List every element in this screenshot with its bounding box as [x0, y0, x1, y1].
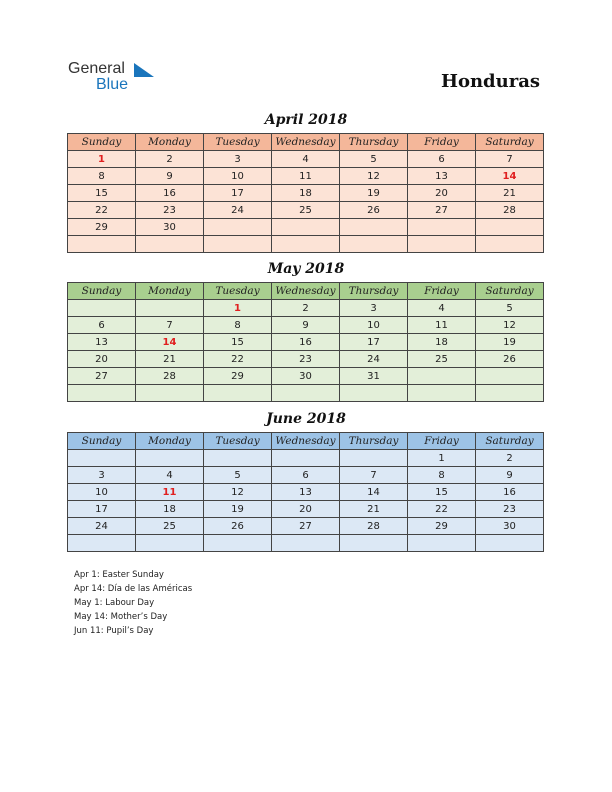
week-row	[68, 368, 544, 385]
month-title-june: June 2018	[266, 411, 346, 427]
logo-text-blue: Blue	[96, 76, 129, 93]
day-cell: 13	[68, 334, 136, 351]
day-cell: 14	[340, 484, 408, 501]
day-cell: 14	[136, 334, 204, 351]
weekday-header: Monday	[136, 134, 204, 151]
holiday-item: Jun 11: Pupil’s Day	[74, 626, 154, 636]
weekday-header: Wednesday	[272, 134, 340, 151]
calendar-june	[67, 432, 544, 552]
day-cell: 3	[204, 151, 272, 168]
weekday-header: Monday	[136, 283, 204, 300]
day-cell: 18	[272, 185, 340, 202]
empty-day-cell	[408, 385, 476, 402]
day-cell: 16	[136, 185, 204, 202]
empty-day-cell	[68, 385, 136, 402]
weekday-header: Sunday	[68, 433, 136, 450]
empty-day-cell	[340, 219, 408, 236]
day-cell: 6	[408, 151, 476, 168]
day-cell: 6	[68, 317, 136, 334]
day-cell: 20	[408, 185, 476, 202]
day-cell: 15	[204, 334, 272, 351]
day-cell: 12	[204, 484, 272, 501]
day-cell: 31	[340, 368, 408, 385]
empty-day-cell	[204, 236, 272, 253]
day-cell: 12	[476, 317, 544, 334]
day-cell: 7	[340, 467, 408, 484]
day-cell: 19	[340, 185, 408, 202]
day-cell: 22	[204, 351, 272, 368]
day-cell: 10	[68, 484, 136, 501]
day-cell: 9	[476, 467, 544, 484]
weekday-header: Sunday	[68, 283, 136, 300]
week-row	[68, 202, 544, 219]
week-row	[68, 236, 544, 253]
day-cell: 18	[408, 334, 476, 351]
month-title-may: May 2018	[267, 261, 345, 277]
logo-text-general: General	[68, 60, 125, 77]
day-cell: 11	[408, 317, 476, 334]
holiday-item: May 1: Labour Day	[74, 598, 155, 608]
day-cell: 30	[476, 518, 544, 535]
week-row	[68, 168, 544, 185]
weekday-header-row	[68, 433, 544, 450]
week-row	[68, 501, 544, 518]
empty-day-cell	[68, 300, 136, 317]
weekday-header-row	[68, 134, 544, 151]
day-cell: 26	[340, 202, 408, 219]
empty-day-cell	[340, 535, 408, 552]
holiday-item: Apr 14: Día de las Américas	[74, 584, 193, 594]
week-row	[68, 467, 544, 484]
weekday-header: Tuesday	[204, 433, 272, 450]
logo-triangle-icon	[134, 63, 154, 77]
month-title-april: April 2018	[264, 112, 348, 128]
day-cell: 25	[272, 202, 340, 219]
day-cell: 19	[476, 334, 544, 351]
week-row	[68, 535, 544, 552]
day-cell: 16	[272, 334, 340, 351]
day-cell: 2	[136, 151, 204, 168]
week-row	[68, 185, 544, 202]
day-cell: 5	[476, 300, 544, 317]
day-cell: 21	[476, 185, 544, 202]
day-cell: 10	[204, 168, 272, 185]
day-cell: 20	[272, 501, 340, 518]
weekday-header: Sunday	[68, 134, 136, 151]
week-row	[68, 484, 544, 501]
weekday-header: Tuesday	[204, 283, 272, 300]
day-cell: 1	[68, 151, 136, 168]
day-cell: 30	[272, 368, 340, 385]
empty-day-cell	[476, 236, 544, 253]
weekday-header: Friday	[408, 283, 476, 300]
day-cell: 1	[204, 300, 272, 317]
empty-day-cell	[136, 300, 204, 317]
holiday-item: Apr 1: Easter Sunday	[74, 570, 164, 580]
day-cell: 13	[272, 484, 340, 501]
week-row	[68, 518, 544, 535]
empty-day-cell	[272, 450, 340, 467]
day-cell: 12	[340, 168, 408, 185]
calendar-may	[67, 282, 544, 402]
weekday-header: Saturday	[476, 134, 544, 151]
empty-day-cell	[408, 219, 476, 236]
day-cell: 21	[340, 501, 408, 518]
day-cell: 25	[408, 351, 476, 368]
empty-day-cell	[204, 450, 272, 467]
day-cell: 3	[340, 300, 408, 317]
weekday-header: Friday	[408, 433, 476, 450]
calendar-april	[67, 133, 544, 253]
weekday-header: Monday	[136, 433, 204, 450]
weekday-header: Thursday	[340, 134, 408, 151]
day-cell: 4	[272, 151, 340, 168]
empty-day-cell	[340, 236, 408, 253]
day-cell: 2	[476, 450, 544, 467]
holiday-list	[74, 568, 192, 638]
day-cell: 7	[476, 151, 544, 168]
week-row	[68, 300, 544, 317]
week-row	[68, 151, 544, 168]
day-cell: 25	[136, 518, 204, 535]
day-cell: 26	[204, 518, 272, 535]
empty-day-cell	[68, 450, 136, 467]
day-cell: 23	[136, 202, 204, 219]
weekday-header: Wednesday	[272, 283, 340, 300]
weekday-header: Friday	[408, 134, 476, 151]
day-cell: 20	[68, 351, 136, 368]
day-cell: 16	[476, 484, 544, 501]
day-cell: 7	[136, 317, 204, 334]
day-cell: 24	[68, 518, 136, 535]
empty-day-cell	[408, 236, 476, 253]
empty-day-cell	[204, 385, 272, 402]
day-cell: 5	[204, 467, 272, 484]
empty-day-cell	[136, 450, 204, 467]
day-cell: 11	[272, 168, 340, 185]
day-cell: 10	[340, 317, 408, 334]
weekday-header: Saturday	[476, 283, 544, 300]
day-cell: 24	[340, 351, 408, 368]
day-cell: 23	[272, 351, 340, 368]
empty-day-cell	[272, 219, 340, 236]
weekday-header: Thursday	[340, 433, 408, 450]
day-cell: 4	[408, 300, 476, 317]
empty-day-cell	[476, 219, 544, 236]
empty-day-cell	[68, 535, 136, 552]
empty-day-cell	[136, 385, 204, 402]
day-cell: 27	[272, 518, 340, 535]
day-cell: 27	[408, 202, 476, 219]
weekday-header: Wednesday	[272, 433, 340, 450]
empty-day-cell	[136, 535, 204, 552]
day-cell: 30	[136, 219, 204, 236]
day-cell: 8	[68, 168, 136, 185]
empty-day-cell	[408, 535, 476, 552]
empty-day-cell	[476, 385, 544, 402]
weekday-header: Tuesday	[204, 134, 272, 151]
weekday-header: Thursday	[340, 283, 408, 300]
empty-day-cell	[408, 368, 476, 385]
day-cell: 17	[68, 501, 136, 518]
day-cell: 1	[408, 450, 476, 467]
day-cell: 9	[136, 168, 204, 185]
day-cell: 24	[204, 202, 272, 219]
day-cell: 6	[272, 467, 340, 484]
day-cell: 15	[68, 185, 136, 202]
day-cell: 17	[340, 334, 408, 351]
day-cell: 22	[408, 501, 476, 518]
empty-day-cell	[204, 535, 272, 552]
day-cell: 29	[204, 368, 272, 385]
empty-day-cell	[136, 236, 204, 253]
country-title: Honduras	[440, 71, 540, 92]
day-cell: 13	[408, 168, 476, 185]
empty-day-cell	[204, 219, 272, 236]
day-cell: 28	[340, 518, 408, 535]
week-row	[68, 219, 544, 236]
day-cell: 28	[476, 202, 544, 219]
day-cell: 29	[68, 219, 136, 236]
day-cell: 9	[272, 317, 340, 334]
day-cell: 5	[340, 151, 408, 168]
day-cell: 28	[136, 368, 204, 385]
day-cell: 8	[408, 467, 476, 484]
weekday-header-row	[68, 283, 544, 300]
empty-day-cell	[68, 236, 136, 253]
day-cell: 8	[204, 317, 272, 334]
day-cell: 26	[476, 351, 544, 368]
empty-day-cell	[272, 535, 340, 552]
empty-day-cell	[272, 236, 340, 253]
day-cell: 15	[408, 484, 476, 501]
day-cell: 4	[136, 467, 204, 484]
week-row	[68, 450, 544, 467]
week-row	[68, 334, 544, 351]
logo	[68, 60, 168, 96]
empty-day-cell	[476, 368, 544, 385]
day-cell: 3	[68, 467, 136, 484]
empty-day-cell	[340, 385, 408, 402]
day-cell: 18	[136, 501, 204, 518]
day-cell: 11	[136, 484, 204, 501]
day-cell: 23	[476, 501, 544, 518]
week-row	[68, 317, 544, 334]
day-cell: 17	[204, 185, 272, 202]
weekday-header: Saturday	[476, 433, 544, 450]
day-cell: 22	[68, 202, 136, 219]
empty-day-cell	[340, 450, 408, 467]
week-row	[68, 351, 544, 368]
week-row	[68, 385, 544, 402]
day-cell: 21	[136, 351, 204, 368]
day-cell: 19	[204, 501, 272, 518]
day-cell: 2	[272, 300, 340, 317]
day-cell: 29	[408, 518, 476, 535]
holiday-item: May 14: Mother’s Day	[74, 612, 168, 622]
empty-day-cell	[476, 535, 544, 552]
day-cell: 14	[476, 168, 544, 185]
day-cell: 27	[68, 368, 136, 385]
empty-day-cell	[272, 385, 340, 402]
